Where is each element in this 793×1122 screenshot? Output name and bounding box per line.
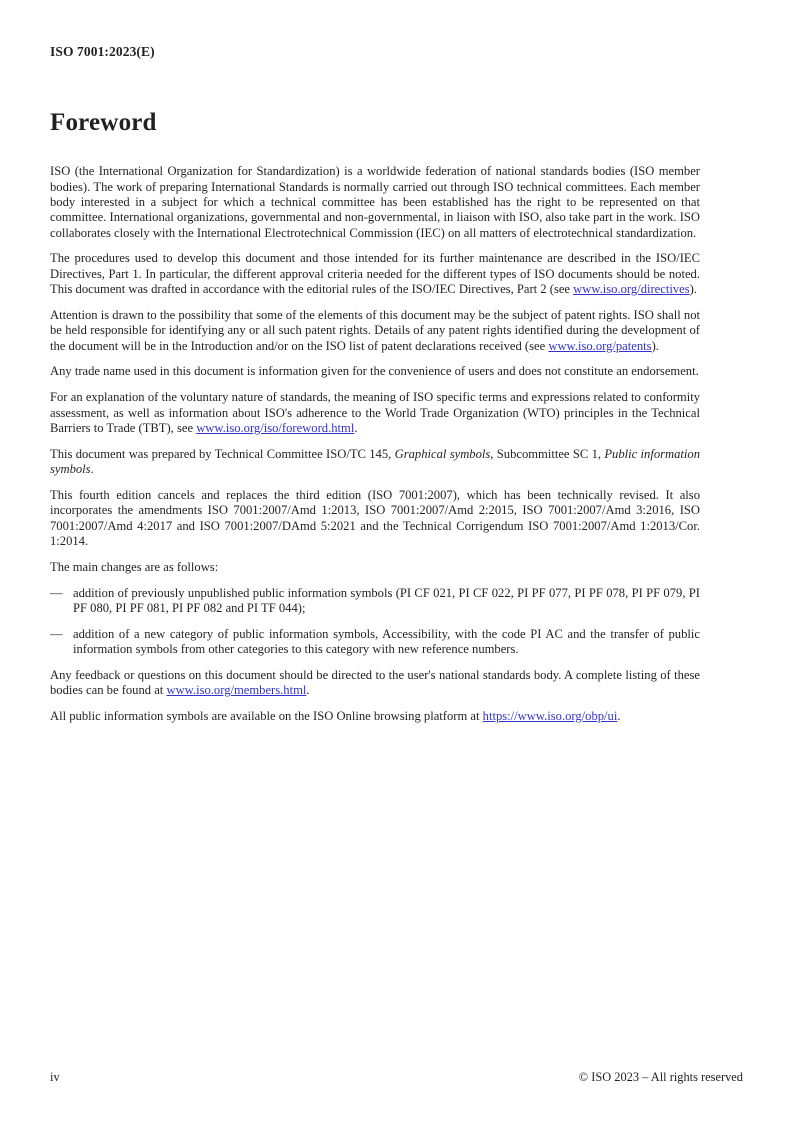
running-head: ISO 7001:2023(E)	[50, 44, 155, 59]
change-list	[50, 586, 700, 658]
paragraph-scope-of-iso	[50, 164, 700, 241]
paragraph-text: The main changes are as follows:	[50, 559, 219, 574]
page-footer	[50, 1070, 743, 1085]
paragraph-text-before-link: Attention is drawn to the possibility that some of the elements of this document may be the subject of patent rights. ISO shall not be held responsible for identifying any or all such patent rights. Details of any patent rights identified during the development of the document will be in the Introduction and/or on the ISO list of patent declarations received (see	[50, 307, 700, 353]
committee-title-graphical-symbols: Graphical symbols	[394, 446, 491, 461]
paragraph-text-part-3: .	[90, 462, 94, 477]
list-item-label: addition of previously unpublished public information symbols (PI CF 021, PI CF 022, PI PF 077, PI PF 078, PI PF 079, PI PF 080, PI PF 081, PI PF 082 and PI TF 044);	[73, 585, 700, 616]
paragraph-text-after-link: ).	[689, 282, 697, 297]
page-title: Foreword	[50, 109, 157, 137]
em-dash-marker: —	[50, 585, 63, 600]
paragraph-fourth-edition	[50, 488, 700, 549]
link-iso-directives[interactable]: www.iso.org/directives	[573, 282, 690, 297]
copyright-notice: © ISO 2023 – All rights reserved	[578, 1070, 743, 1084]
link-iso-obp[interactable]: https://www.iso.org/obp/ui	[482, 709, 618, 724]
link-iso-foreword[interactable]: www.iso.org/iso/foreword.html	[196, 421, 355, 435]
paragraph-patent-rights	[50, 308, 700, 354]
link-iso-patents[interactable]: www.iso.org/patents	[548, 338, 652, 353]
paragraph-trade-name	[50, 364, 700, 379]
paragraph-text-after-link: ).	[651, 338, 659, 353]
paragraph-text: Any trade name used in this document is information given for the convenience of users and does not constitute an endorsement.	[50, 364, 699, 379]
paragraph-text-part-2: , Subcommittee SC 1,	[490, 446, 605, 461]
link-iso-members[interactable]: www.iso.org/members.html	[166, 683, 307, 698]
page-content	[50, 0, 700, 725]
list-item	[50, 627, 700, 658]
paragraph-text-before-link: For an explanation of the voluntary nature of standards, the meaning of ISO specific terms and expressions related to conformity assessment, as well as information about ISO's adherence to the World Trade Organization (WTO) principles in the Technical Barriers to Trade (TBT), see	[50, 390, 700, 435]
paragraph-text-after-link: .	[306, 683, 310, 698]
paragraph-voluntary-nature	[50, 390, 700, 436]
paragraph-text: ISO (the International Organization for Standardization) is a worldwide federation of national standards bodies (ISO member bodies). The work of preparing International Standards is normally carried out through ISO technical committees. Each member body interested in a subject for which a technical committee has been established has the right to be represented on that committee. International organizations, governmental and non-governmental, in liaison with ISO, also take part in the work. ISO collaborates closely with the International Electrotechnical Commission (IEC) on all matters of electrotechnical standardization.	[50, 164, 700, 240]
paragraph-text-before-link: Any feedback or questions on this document should be directed to the user's national standards body. A complete listing of these bodies can be found at	[50, 668, 700, 698]
foreword-body	[50, 138, 700, 724]
em-dash-marker: —	[50, 626, 63, 641]
paragraph-text-before-link: The procedures used to develop this document and those intended for its further maintenance are described in the ISO/IEC Directives, Part 1. In particular, the different approval criteria needed for the different types of ISO documents should be noted. This document was drafted in accordance with the editorial rules of the ISO/IEC Directives, Part 2 (see	[50, 251, 700, 297]
paragraph-text-before-link: All public information symbols are available on the ISO Online browsing platform at	[50, 709, 483, 724]
paragraph-text-after-link: .	[617, 709, 621, 724]
page-number: iv	[50, 1070, 60, 1084]
list-item	[50, 586, 700, 617]
list-item-label: addition of a new category of public information symbols, Accessibility, with the code PI AC and the transfer of public information symbols from other categories to this category with new reference numbers.	[73, 626, 700, 657]
paragraph-technical-committee	[50, 447, 700, 478]
paragraph-procedures	[50, 251, 700, 297]
paragraph-text: This fourth edition cancels and replaces the third edition (ISO 7001:2007), which has been technically revised. It also incorporates the amendments ISO 7001:2007/Amd 1:2013, ISO 7001:2007/Amd 2:2015, ISO 7001:2007/Amd 3:2016, ISO 7001:2007/Amd 4:2017 and ISO 7001:2007/DAmd 5:2021 and the Technical Corrigendum ISO 7001:2007/Amd 1:2013/Cor. 1:2014.	[50, 488, 700, 549]
paragraph-obp-availability	[50, 709, 700, 724]
subcommittee-title-public-information-symbols: Public information symbols	[50, 446, 701, 477]
paragraph-text-after-link: .	[354, 421, 358, 435]
paragraph-main-changes-intro	[50, 560, 700, 575]
paragraph-text-part-1: This document was prepared by Technical Committee ISO/TC 145,	[50, 446, 395, 461]
paragraph-feedback	[50, 668, 700, 699]
